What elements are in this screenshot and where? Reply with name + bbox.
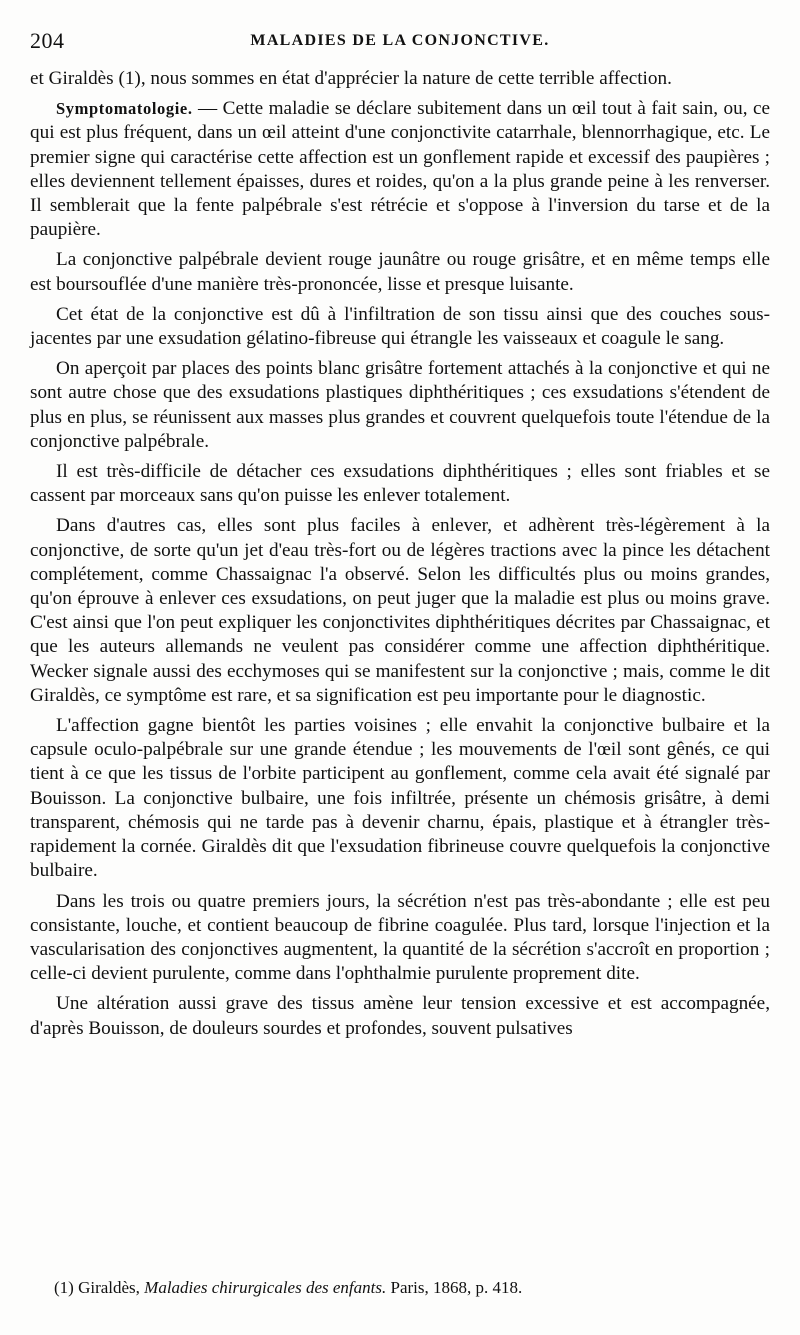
page-number: 204 (30, 28, 65, 53)
paragraph: Il est très-difficile de détacher ces exsudations diphthéritiques ; elles sont friables et se cassent par morceaux sans qu'on puisse les enlever totalement. (30, 461, 770, 507)
paragraph-text: — Cette maladie se déclare subitement dans un œil tout à fait sain, ou, ce qui est plus fréquent, dans un œil atteint d'une conjonctivite catarrhale, blennorrhagique, etc. Le premier signe qui caractérise cette affection est un gonflement rapide et excessif des paupières ; elles deviennent tellement épaisses, dures et roides, qu'on a la plus grande peine à les renverser. Il semblerait que la fente palpébrale s'est rétrécie et s'oppose à l'inversion du tarse et de la paupière. (30, 98, 770, 241)
footnote (30, 1277, 760, 1299)
paragraph: Une altération aussi grave des tissus amène leur tension excessive et est accompagnée, d'après Bouisson, de douleurs sourdes et profondes, souvent pulsatives (30, 993, 770, 1039)
section-heading: Symptomatologie. (56, 99, 193, 119)
footnote-title: Maladies chirurgicales des enfants. (144, 1278, 387, 1297)
paragraph: Cet état de la conjonctive est dû à l'infiltration de son tissu ainsi que des couches sous-jacentes par une exsudation gélatino-fibreuse qui étrangle les vaisseaux et coagule le sang. (30, 303, 770, 350)
paragraph: Dans les trois ou quatre premiers jours, la sécrétion n'est pas très-abondante ; elle est peu consistante, louche, et contient beaucoup de fibrine coagulée. Plus tard, lorsque l'injection et la vascularisation des conjonctives augmentent, la quantité de la sécrétion s'accroît en proportion ; celle-ci devient purulente, comme dans l'ophthalmie purulente proprement dite. (30, 890, 770, 985)
footnote-marker: (1) (54, 1278, 74, 1297)
running-title: MALADIES DE LA CONJONCTIVE. (250, 32, 550, 49)
footnote-details: Paris, 1868, p. 418. (390, 1278, 523, 1297)
page-header (30, 28, 770, 58)
paragraph: et Giraldès (1), nous sommes en état d'apprécier la nature de cette terrible affection. (30, 68, 672, 89)
paragraph: Dans d'autres cas, elles sont plus faciles à enlever, et adhèrent très-légèrement à la conjonctive, de sorte qu'un jet d'eau très-fort ou de légères tractions avec la pince les détachent complétement, comme Chassaignac l'a observé. Selon les difficultés plus ou moins grandes, qu'on éprouve à enlever ces exsudations, on peut juger que la maladie est plus ou moins grave. C'est ainsi que l'on peut expliquer les conjonctivites diphthéritiques décrites par Chassaignac, et que les auteurs allemands ne veulent pas considérer comme une affection diphthéritique. Wecker signale aussi des ecchymoses qui se manifestent sur la conjonctive ; mais, comme le dit Giraldès, ce symptôme est rare, et sa signification est peu importante pour le diagnostic. (30, 515, 770, 706)
paragraph: L'affection gagne bientôt les parties voisines ; elle envahit la conjonctive bulbaire et la capsule oculo-palpébrale sur une grande étendue ; les mouvements de l'œil sont gênés, ce qui tient à ce que les tissus de l'orbite participent au gonflement, comme cela avait été signalé par Bouisson. La conjonctive bulbaire, une fois infiltrée, présente un chémosis grisâtre, à demi transparent, chémosis qui ne tarde pas à devenir charnu, épais, plastique et à étrangler très-rapidement la cornée. Giraldès dit que l'exsudation fibrineuse couvre quelquefois la conjonctive bulbaire. (30, 715, 770, 882)
paragraph: La conjonctive palpébrale devient rouge jaunâtre ou rouge grisâtre, et en même temps elle est boursouflée d'une manière très-prononcée, lisse et presque luisante. (30, 249, 770, 295)
paragraph (30, 97, 770, 242)
body-text (30, 67, 770, 1047)
paragraph: On aperçoit par places des points blanc grisâtre fortement attachés à la conjonctive et qui ne sont autre chose que des exsudations plastiques diphthéritiques ; ces exsudations s'étendent de plus en plus, se réunissent aux masses plus grandes et couvrent quelquefois toute l'étendue de la conjonctive palpébrale. (30, 358, 770, 452)
footnote-author: Giraldès, (78, 1278, 140, 1297)
